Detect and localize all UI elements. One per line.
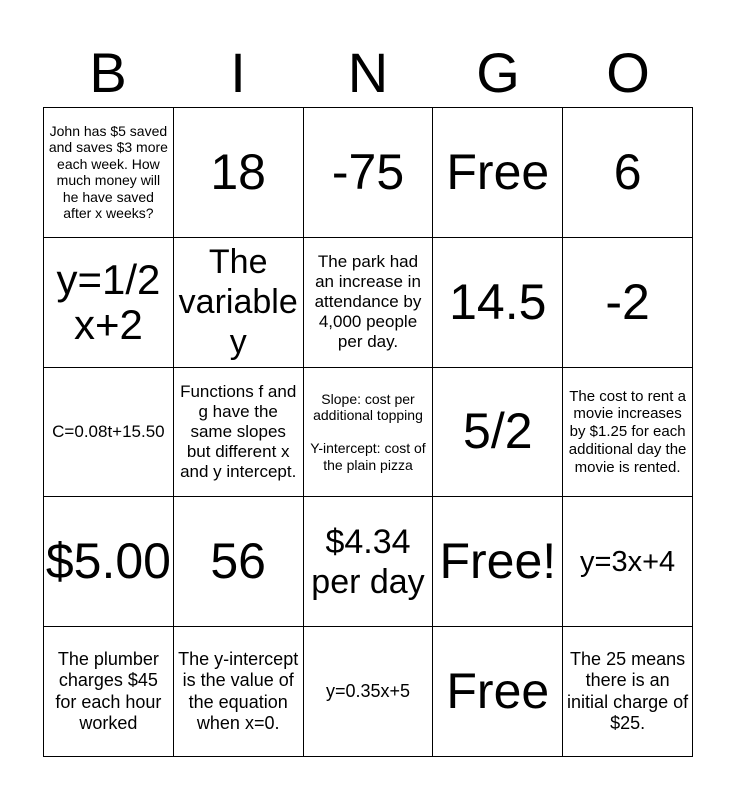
bingo-cell[interactable]: The y-intercept is the value of the equation when x=0.: [174, 627, 304, 757]
bingo-cell[interactable]: John has $5 saved and saves $3 more each week. How much money will he have saved after x weeks?: [44, 108, 174, 238]
bingo-cell[interactable]: The variable y: [174, 238, 304, 368]
bingo-cell[interactable]: 56: [174, 497, 304, 627]
bingo-cell[interactable]: Slope: cost per additional topping Y-intercept: cost of the plain pizza: [304, 368, 434, 498]
bingo-cell[interactable]: The cost to rent a movie increases by $1.25 for each additional day the movie is rented.: [563, 368, 693, 498]
bingo-cell[interactable]: The park had an increase in attendance by 4,000 people per day.: [304, 238, 434, 368]
bingo-cell[interactable]: y=3x+4: [563, 497, 693, 627]
bingo-cell[interactable]: -75: [304, 108, 434, 238]
header-letter-i: I: [230, 41, 246, 104]
bingo-cell[interactable]: Free: [433, 108, 563, 238]
bingo-cell[interactable]: y=0.35x+5: [304, 627, 434, 757]
header-letter-n: N: [347, 41, 389, 104]
bingo-header: [43, 38, 693, 108]
bingo-cell[interactable]: $5.00: [44, 497, 174, 627]
header-letter-o: O: [606, 41, 650, 104]
bingo-cell[interactable]: Functions f and g have the same slopes but different x and y intercept.: [174, 368, 304, 498]
bingo-cell[interactable]: $4.34 per day: [304, 497, 434, 627]
header-letter-b: B: [89, 41, 127, 104]
bingo-cell[interactable]: Free!: [433, 497, 563, 627]
bingo-card: [43, 107, 693, 757]
bingo-cell[interactable]: y=1/2 x+2: [44, 238, 174, 368]
bingo-cell[interactable]: 6: [563, 108, 693, 238]
bingo-cell[interactable]: C=0.08t+15.50: [44, 368, 174, 498]
bingo-cell[interactable]: Free: [433, 627, 563, 757]
header-letter-g: G: [476, 41, 520, 104]
bingo-cell[interactable]: 14.5: [433, 238, 563, 368]
bingo-cell[interactable]: -2: [563, 238, 693, 368]
bingo-cell[interactable]: 18: [174, 108, 304, 238]
bingo-cell[interactable]: 5/2: [433, 368, 563, 498]
bingo-cell[interactable]: The 25 means there is an initial charge of $25.: [563, 627, 693, 757]
bingo-cell[interactable]: The plumber charges $45 for each hour worked: [44, 627, 174, 757]
